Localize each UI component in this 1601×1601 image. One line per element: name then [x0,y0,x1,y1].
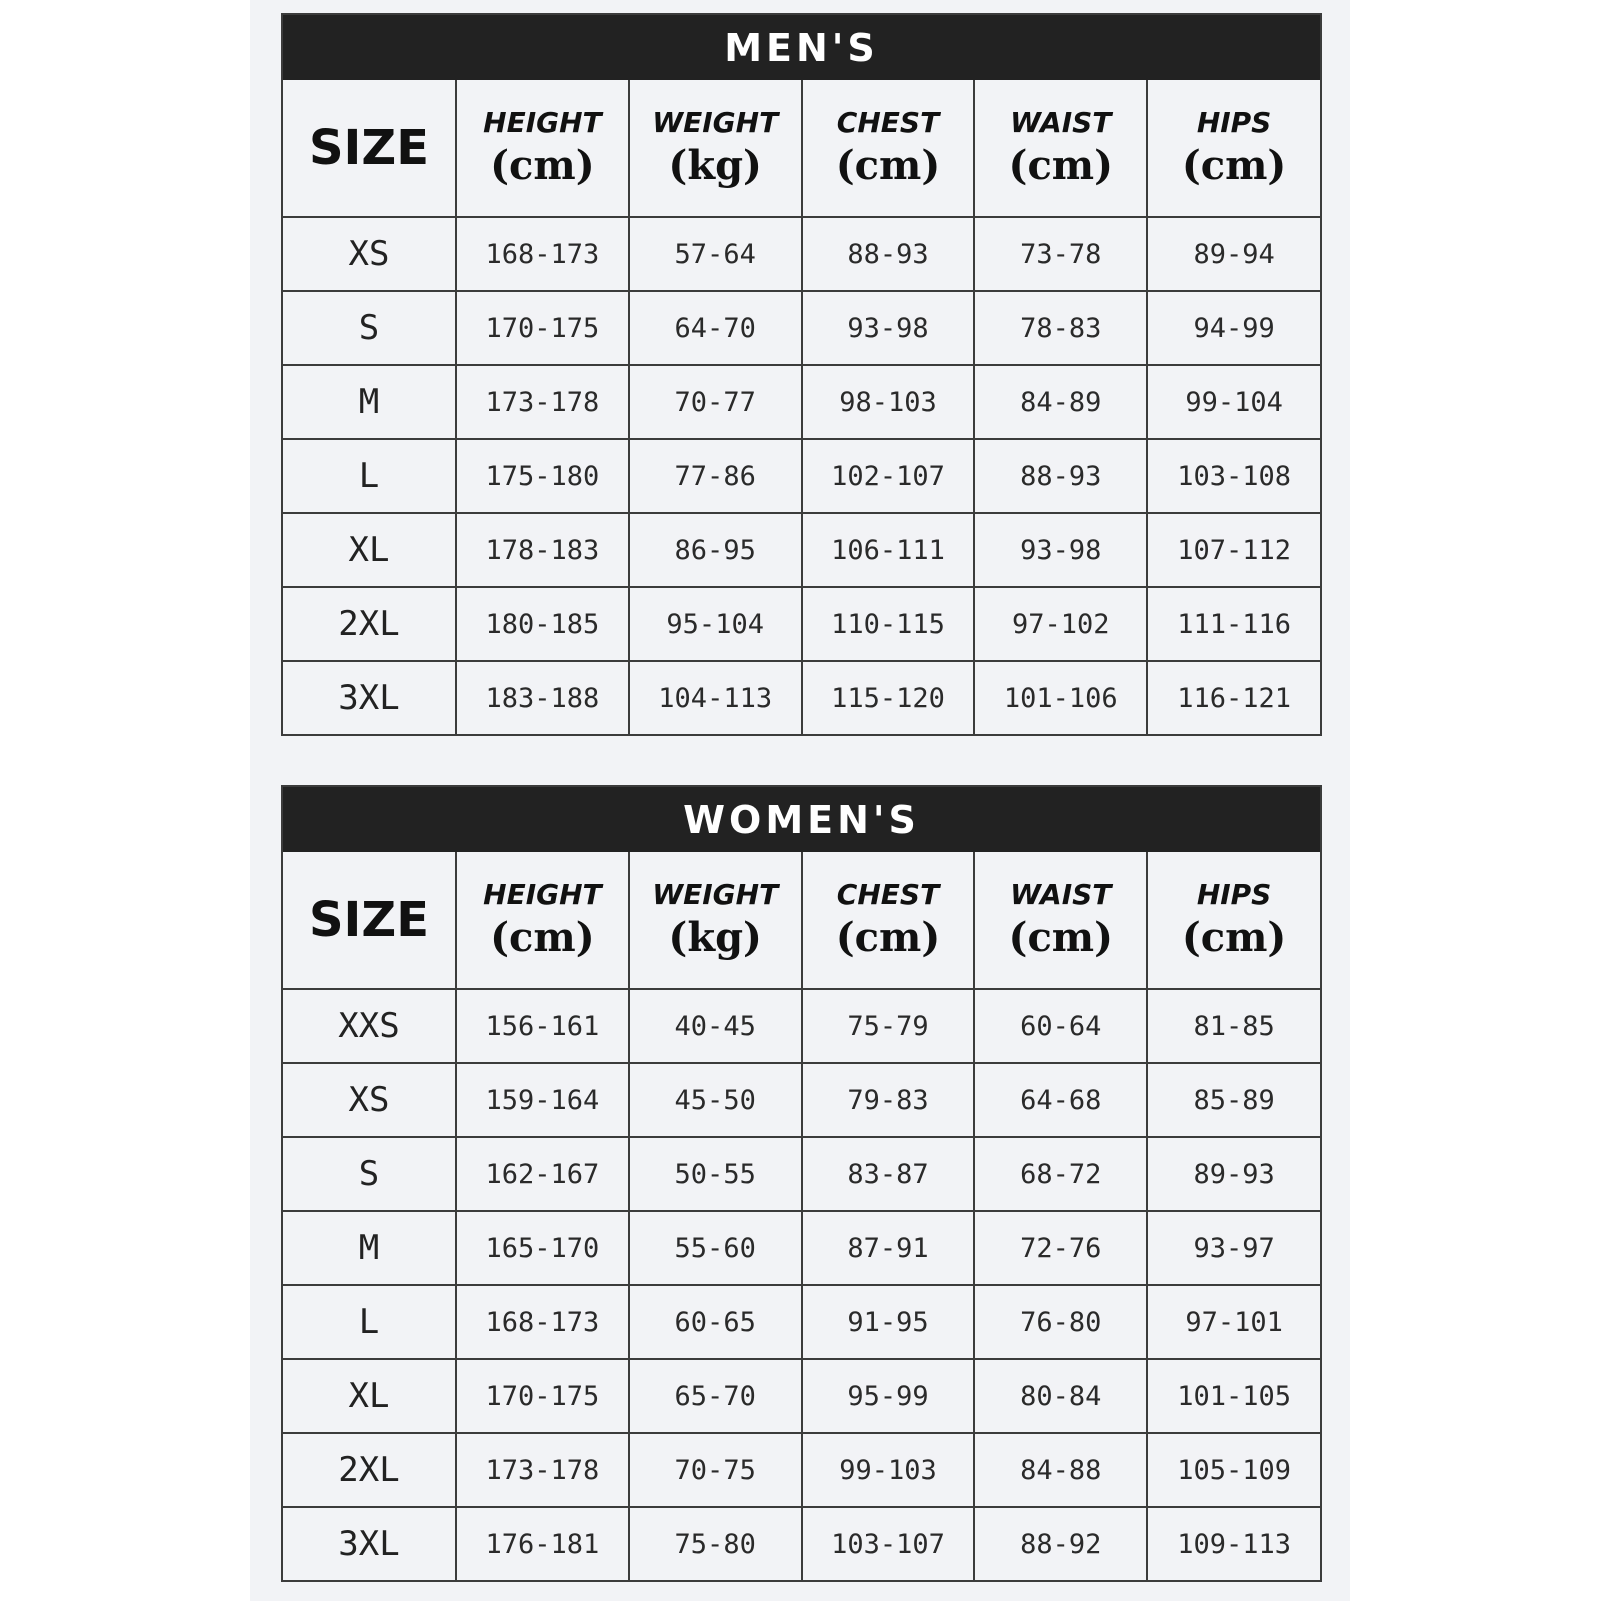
table-row [283,217,1320,291]
size-cell: 2XL [283,587,456,661]
chest-cell: 110-115 [802,587,975,661]
table-row [283,1063,1320,1137]
chest-cell: 102-107 [802,439,975,513]
table-row [283,989,1320,1063]
height-cell: 173-178 [456,365,629,439]
table-row [283,1211,1320,1285]
size-cell: 3XL [283,661,456,734]
header-chest-label: CHEST [836,878,940,911]
weight-cell: 86-95 [629,513,802,587]
weight-cell: 65-70 [629,1359,802,1433]
header-waist [974,80,1147,217]
header-hips-label: HIPS [1196,106,1272,139]
womens-table-body [283,989,1320,1580]
chest-cell: 87-91 [802,1211,975,1285]
header-weight-unit: (kg) [668,142,762,189]
chest-cell: 115-120 [802,661,975,734]
womens-size-table [283,852,1320,1580]
size-cell: XL [283,1359,456,1433]
header-weight [629,852,802,989]
hips-cell: 103-108 [1147,439,1320,513]
header-chest [802,80,975,217]
header-chest-label: CHEST [836,106,940,139]
size-cell: M [283,365,456,439]
header-weight-label: WEIGHT [652,106,779,139]
header-size [283,80,456,217]
header-size-label: SIZE [308,892,430,948]
size-cell: 3XL [283,1507,456,1580]
header-chest-unit: (cm) [835,142,941,189]
hips-cell: 99-104 [1147,365,1320,439]
weight-cell: 55-60 [629,1211,802,1285]
hips-cell: 105-109 [1147,1433,1320,1507]
height-cell: 168-173 [456,217,629,291]
height-cell: 170-175 [456,1359,629,1433]
header-row [283,80,1320,217]
size-cell: XL [283,513,456,587]
size-cell: XS [283,1063,456,1137]
waist-cell: 68-72 [974,1137,1147,1211]
height-cell: 162-167 [456,1137,629,1211]
height-cell: 176-181 [456,1507,629,1580]
waist-cell: 101-106 [974,661,1147,734]
weight-cell: 64-70 [629,291,802,365]
table-row [283,1507,1320,1580]
weight-cell: 60-65 [629,1285,802,1359]
header-waist [974,852,1147,989]
hips-cell: 93-97 [1147,1211,1320,1285]
weight-cell: 95-104 [629,587,802,661]
header-waist-label: WAIST [1010,106,1112,139]
waist-cell: 88-92 [974,1507,1147,1580]
waist-cell: 88-93 [974,439,1147,513]
table-row [283,1285,1320,1359]
header-waist-unit: (cm) [1008,914,1114,961]
table-row [283,365,1320,439]
size-cell: S [283,1137,456,1211]
mens-size-chart [281,13,1322,736]
hips-cell: 89-93 [1147,1137,1320,1211]
header-hips [1147,80,1320,217]
header-height-unit: (cm) [490,914,595,961]
header-chest-unit: (cm) [835,914,941,961]
height-cell: 173-178 [456,1433,629,1507]
waist-cell: 60-64 [974,989,1147,1063]
weight-cell: 70-75 [629,1433,802,1507]
size-cell: XXS [283,989,456,1063]
weight-cell: 70-77 [629,365,802,439]
weight-cell: 104-113 [629,661,802,734]
womens-size-chart [281,785,1322,1582]
table-row [283,513,1320,587]
size-cell: XS [283,217,456,291]
waist-cell: 72-76 [974,1211,1147,1285]
chest-cell: 88-93 [802,217,975,291]
header-waist-unit: (cm) [1008,142,1114,189]
chest-cell: 83-87 [802,1137,975,1211]
weight-cell: 75-80 [629,1507,802,1580]
table-row [283,661,1320,734]
height-cell: 183-188 [456,661,629,734]
height-cell: 175-180 [456,439,629,513]
size-cell: L [283,439,456,513]
size-cell: L [283,1285,456,1359]
table-row [283,439,1320,513]
header-height-label: HEIGHT [483,106,602,139]
height-cell: 178-183 [456,513,629,587]
height-cell: 170-175 [456,291,629,365]
header-weight-label: WEIGHT [652,878,779,911]
size-cell: M [283,1211,456,1285]
hips-cell: 94-99 [1147,291,1320,365]
header-weight-unit: (kg) [668,914,762,961]
hips-cell: 116-121 [1147,661,1320,734]
chest-cell: 79-83 [802,1063,975,1137]
weight-cell: 50-55 [629,1137,802,1211]
hips-cell: 107-112 [1147,513,1320,587]
table-row [283,587,1320,661]
header-height-label: HEIGHT [483,878,602,911]
waist-cell: 80-84 [974,1359,1147,1433]
header-size [283,852,456,989]
chest-cell: 106-111 [802,513,975,587]
mens-size-table [283,80,1320,734]
hips-cell: 109-113 [1147,1507,1320,1580]
womens-title: WOMEN'S [283,787,1320,852]
chest-cell: 98-103 [802,365,975,439]
header-size-label: SIZE [308,120,430,176]
header-chest [802,852,975,989]
hips-cell: 81-85 [1147,989,1320,1063]
mens-title: MEN'S [283,15,1320,80]
height-cell: 180-185 [456,587,629,661]
header-height [456,80,629,217]
chest-cell: 93-98 [802,291,975,365]
chest-cell: 99-103 [802,1433,975,1507]
weight-cell: 77-86 [629,439,802,513]
header-row [283,852,1320,989]
header-hips-unit: (cm) [1181,914,1287,961]
height-cell: 159-164 [456,1063,629,1137]
chest-cell: 95-99 [802,1359,975,1433]
waist-cell: 97-102 [974,587,1147,661]
header-height [456,852,629,989]
weight-cell: 45-50 [629,1063,802,1137]
chest-cell: 91-95 [802,1285,975,1359]
waist-cell: 84-88 [974,1433,1147,1507]
height-cell: 168-173 [456,1285,629,1359]
table-row [283,1137,1320,1211]
waist-cell: 73-78 [974,217,1147,291]
weight-cell: 40-45 [629,989,802,1063]
hips-cell: 111-116 [1147,587,1320,661]
hips-cell: 85-89 [1147,1063,1320,1137]
chest-cell: 75-79 [802,989,975,1063]
hips-cell: 101-105 [1147,1359,1320,1433]
waist-cell: 84-89 [974,365,1147,439]
waist-cell: 93-98 [974,513,1147,587]
header-weight [629,80,802,217]
header-hips-unit: (cm) [1181,142,1287,189]
table-row [283,1433,1320,1507]
height-cell: 156-161 [456,989,629,1063]
hips-cell: 89-94 [1147,217,1320,291]
table-row [283,291,1320,365]
height-cell: 165-170 [456,1211,629,1285]
header-hips [1147,852,1320,989]
waist-cell: 76-80 [974,1285,1147,1359]
size-cell: S [283,291,456,365]
table-row [283,1359,1320,1433]
header-hips-label: HIPS [1196,878,1272,911]
chest-cell: 103-107 [802,1507,975,1580]
header-height-unit: (cm) [490,142,595,189]
mens-table-body [283,217,1320,734]
weight-cell: 57-64 [629,217,802,291]
header-waist-label: WAIST [1010,878,1112,911]
hips-cell: 97-101 [1147,1285,1320,1359]
size-cell: 2XL [283,1433,456,1507]
waist-cell: 78-83 [974,291,1147,365]
waist-cell: 64-68 [974,1063,1147,1137]
